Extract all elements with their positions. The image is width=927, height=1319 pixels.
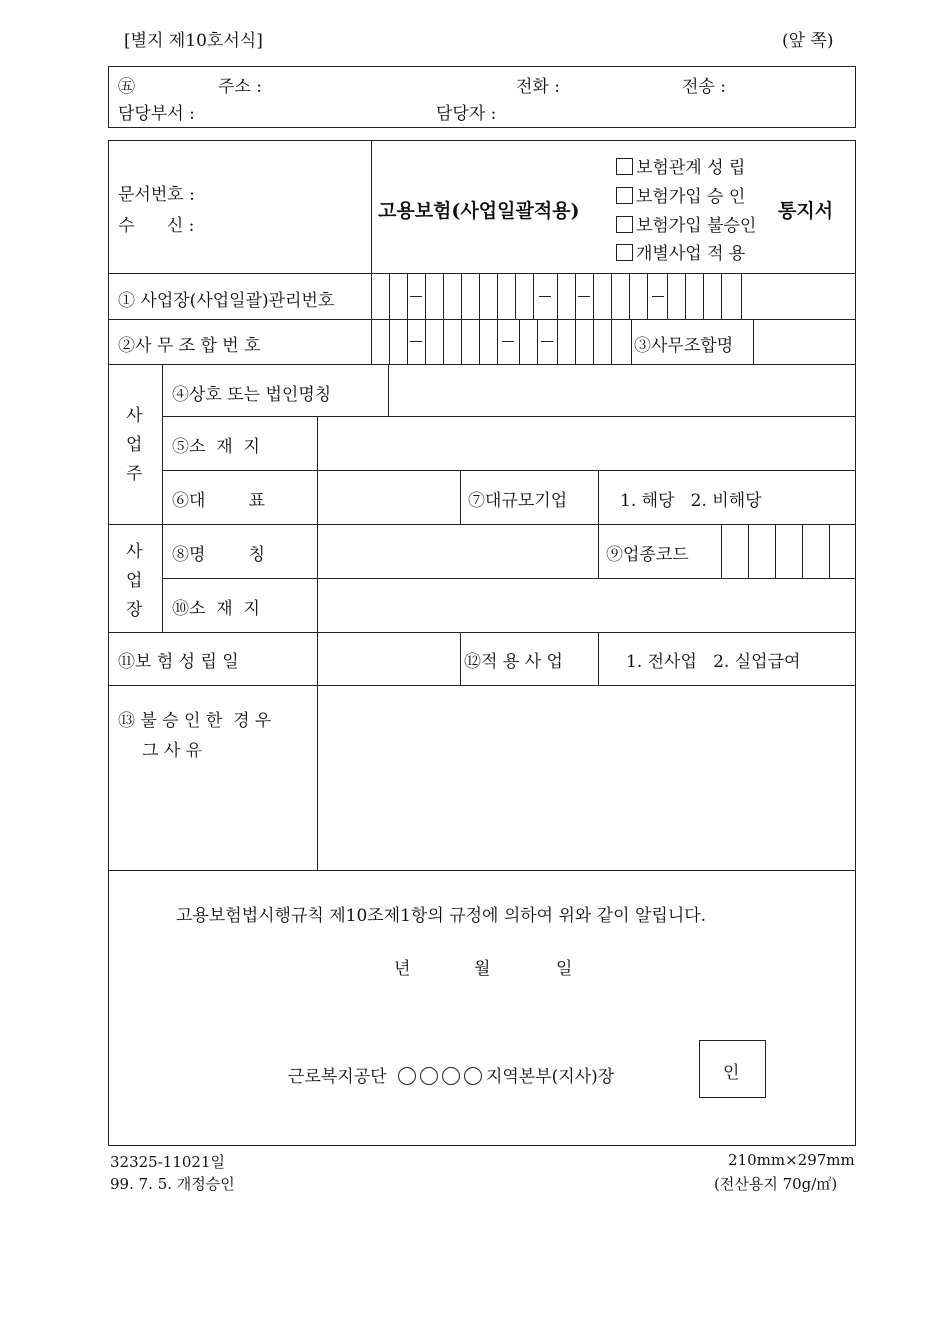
form-code: 32325-11021일 bbox=[110, 1153, 225, 1171]
digit-cell-line bbox=[443, 319, 444, 364]
approval-date: 99. 7. 5. 개정승인 bbox=[110, 1175, 235, 1193]
doc-number-label: 문서번호 : bbox=[118, 185, 195, 205]
digit-cell-line bbox=[479, 273, 480, 319]
digit-separator bbox=[410, 296, 422, 297]
col-divider bbox=[598, 632, 599, 685]
fax-label: 전송 : bbox=[682, 77, 726, 97]
date-day: 일 bbox=[556, 959, 573, 979]
field-workplace-address: ⑩소 재 지 bbox=[172, 599, 260, 619]
row-divider bbox=[162, 470, 856, 471]
row-divider bbox=[108, 273, 856, 274]
checkbox-icon[interactable] bbox=[616, 244, 633, 261]
field-industry-code: ⑨업종코드 bbox=[606, 545, 689, 565]
circle-icon bbox=[442, 1067, 460, 1085]
digit-cell-line bbox=[703, 273, 704, 319]
row-divider bbox=[108, 319, 856, 320]
col-divider bbox=[371, 140, 372, 273]
col-divider bbox=[371, 273, 372, 364]
form-reference: [별지 제10호서식] bbox=[124, 31, 263, 51]
digit-separator bbox=[541, 341, 553, 342]
option-relation-established[interactable] bbox=[616, 153, 745, 178]
digit-cell-line bbox=[593, 319, 594, 364]
issuer-line bbox=[288, 1062, 614, 1087]
option-label: 개별사업 적 용 bbox=[636, 244, 746, 264]
col-divider bbox=[598, 470, 599, 524]
digit-cell-line bbox=[685, 273, 686, 319]
digit-separator bbox=[410, 341, 422, 342]
digit-cell-line bbox=[575, 319, 576, 364]
field-management-number: ① 사업장(사업일괄)관리번호 bbox=[118, 291, 335, 311]
date-month: 월 bbox=[474, 959, 491, 979]
digit-cell-line bbox=[647, 273, 648, 319]
code-cell-line bbox=[802, 524, 803, 578]
digit-cell-line bbox=[537, 319, 538, 364]
digit-cell-line bbox=[497, 319, 498, 364]
page-side-label: (앞 쪽) bbox=[782, 31, 834, 51]
option-label: 보험관계 성 립 bbox=[636, 158, 746, 178]
col-divider bbox=[753, 319, 754, 364]
date-year: 년 bbox=[394, 959, 411, 979]
digit-cell-line bbox=[479, 319, 480, 364]
checkbox-icon[interactable] bbox=[616, 187, 633, 204]
field-company-name: ④상호 또는 법인명칭 bbox=[172, 385, 332, 405]
digit-cell-line bbox=[557, 273, 558, 319]
digit-separator bbox=[578, 296, 590, 297]
field-union-name: ③사무조합명 bbox=[634, 336, 734, 356]
circle-icon bbox=[398, 1067, 416, 1085]
digit-cell-line bbox=[425, 273, 426, 319]
digit-cell-line bbox=[407, 273, 408, 319]
digit-cell-line bbox=[575, 273, 576, 319]
zip-mark-icon: ㊄ bbox=[118, 77, 135, 97]
digit-cell-line bbox=[443, 273, 444, 319]
digit-separator bbox=[539, 296, 551, 297]
row-divider bbox=[108, 685, 856, 686]
notice-statement: 고용보험법시행규칙 제10조제1항의 규정에 의하여 위와 같이 알립니다. bbox=[176, 906, 707, 926]
col-divider bbox=[460, 632, 461, 685]
digit-cell-line bbox=[519, 319, 520, 364]
option-individual-apply[interactable] bbox=[616, 239, 745, 264]
applied-business-options: 1. 전사업 2. 실업급여 bbox=[626, 652, 801, 672]
row-divider bbox=[162, 416, 856, 417]
field-workplace-name: ⑧명 칭 bbox=[172, 545, 266, 565]
digit-cell-line bbox=[741, 273, 742, 319]
col-divider bbox=[631, 319, 632, 364]
field-union-number: ②사 무 조 합 번 호 bbox=[118, 336, 261, 356]
digit-separator bbox=[652, 296, 664, 297]
digit-cell-line bbox=[461, 273, 462, 319]
col-divider bbox=[162, 364, 163, 632]
digit-cell-line bbox=[497, 273, 498, 319]
circle-icon bbox=[420, 1067, 438, 1085]
digit-cell-line bbox=[515, 273, 516, 319]
digit-cell-line bbox=[557, 319, 558, 364]
circle-icon bbox=[464, 1067, 482, 1085]
checkbox-icon[interactable] bbox=[616, 216, 633, 233]
digit-cell-line bbox=[593, 273, 594, 319]
issuer-suffix: 지역본부(지사)장 bbox=[485, 1067, 615, 1087]
option-join-rejected[interactable] bbox=[616, 211, 756, 236]
recipient-label: 수 신 : bbox=[118, 216, 195, 236]
col-divider bbox=[388, 364, 389, 416]
field-address: ⑤소 재 지 bbox=[172, 437, 260, 457]
digit-cell-line bbox=[667, 273, 668, 319]
row-divider bbox=[108, 524, 856, 525]
large-company-options: 1. 해당 2. 비해당 bbox=[620, 491, 762, 511]
field-large-company: ⑦대규모기업 bbox=[468, 491, 568, 511]
row-divider bbox=[108, 870, 856, 871]
digit-cell-line bbox=[389, 319, 390, 364]
person-label: 담당자 : bbox=[436, 104, 497, 124]
row-divider bbox=[108, 364, 856, 365]
code-cell-line bbox=[829, 524, 830, 578]
col-divider bbox=[460, 470, 461, 524]
address-label: 주소 : bbox=[218, 77, 262, 97]
option-label: 보험가입 승 인 bbox=[636, 187, 746, 207]
digit-cell-line bbox=[611, 319, 612, 364]
digit-separator bbox=[502, 341, 514, 342]
col-divider bbox=[598, 524, 599, 578]
field-rejection-reason-2: 그 사 유 bbox=[142, 741, 203, 761]
group-employer: 사 업 주 bbox=[126, 406, 143, 484]
form-title-suffix: 통지서 bbox=[778, 200, 834, 222]
form-title: 고용보험(사업일괄적용) bbox=[378, 200, 580, 222]
code-cell-line bbox=[721, 524, 722, 578]
field-representative: ⑥대 표 bbox=[172, 491, 266, 511]
paper-type: (전산용지 70g/㎡) bbox=[714, 1175, 838, 1193]
phone-label: 전화 : bbox=[516, 77, 560, 97]
field-insurance-date: ⑪보 험 성 립 일 bbox=[118, 652, 239, 672]
col-divider bbox=[317, 416, 318, 870]
digit-cell-line bbox=[407, 319, 408, 364]
code-cell-line bbox=[775, 524, 776, 578]
row-divider bbox=[162, 578, 856, 579]
digit-cell-line bbox=[425, 319, 426, 364]
row-divider bbox=[108, 632, 856, 633]
code-cell-line bbox=[748, 524, 749, 578]
issuer-prefix: 근로복지공단 bbox=[288, 1067, 387, 1087]
digit-cell-line bbox=[389, 273, 390, 319]
digit-cell-line bbox=[461, 319, 462, 364]
option-label: 보험가입 불승인 bbox=[636, 216, 757, 236]
dept-label: 담당부서 : bbox=[118, 104, 195, 124]
digit-cell-line bbox=[611, 273, 612, 319]
field-rejection-reason: ⑬ 불 승 인 한 경 우 bbox=[118, 711, 272, 731]
seal-label: 인 bbox=[723, 1063, 740, 1083]
checkbox-icon[interactable] bbox=[616, 158, 633, 175]
digit-cell-line bbox=[721, 273, 722, 319]
digit-cell-line bbox=[629, 273, 630, 319]
group-workplace: 사 업 장 bbox=[126, 542, 143, 620]
field-applied-business: ⑫적 용 사 업 bbox=[464, 652, 563, 672]
digit-cell-line bbox=[533, 273, 534, 319]
option-join-approved[interactable] bbox=[616, 182, 745, 207]
paper-size: 210mm×297mm bbox=[728, 1151, 855, 1169]
